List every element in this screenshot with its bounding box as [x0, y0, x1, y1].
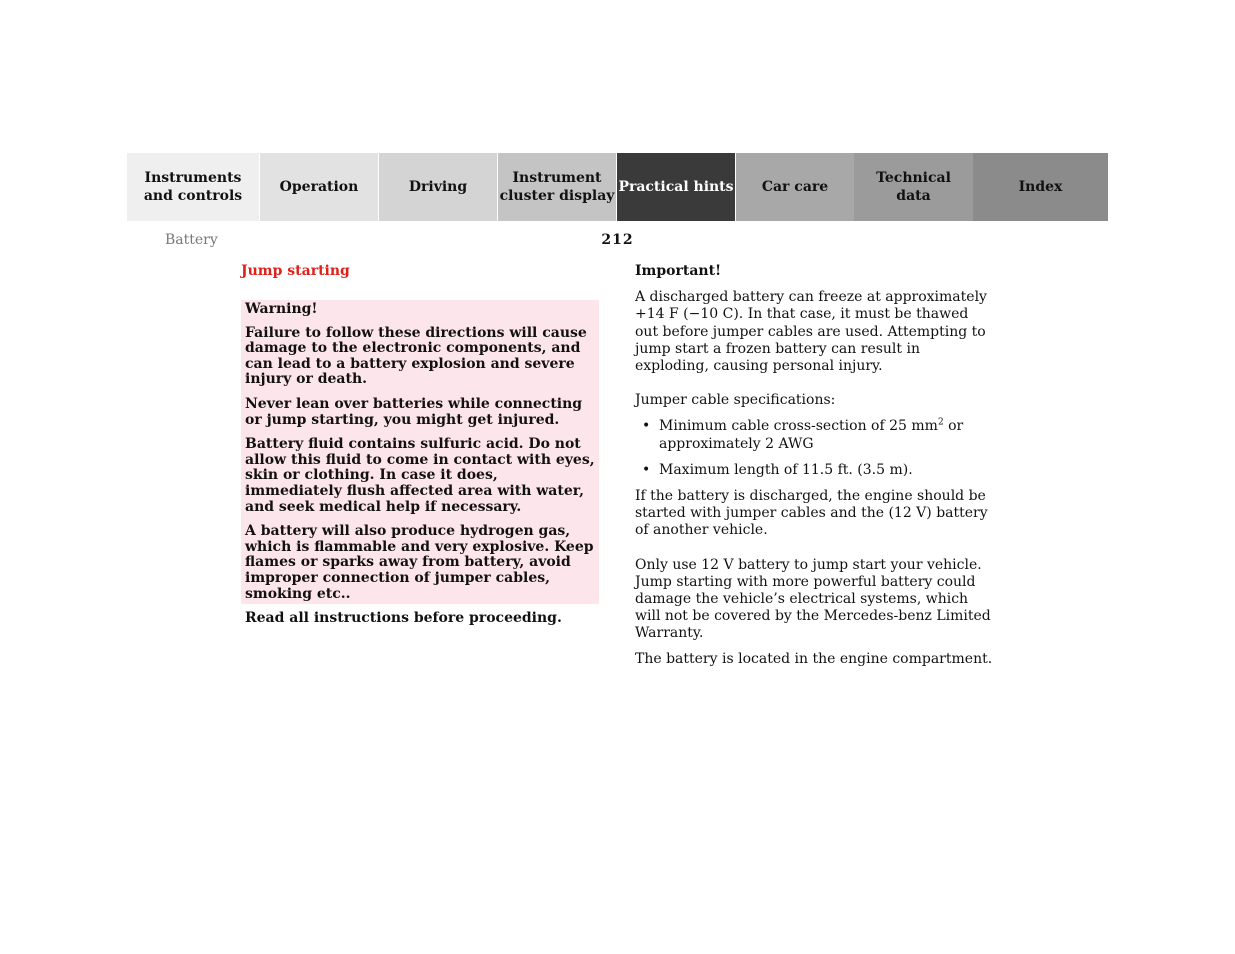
list-item-text: Minimum cable cross-section of 25 mm: [659, 418, 938, 435]
list-item: [635, 418, 995, 452]
tab-label: Technical data: [876, 170, 951, 204]
battery-location-note: The battery is located in the engine compartment.: [635, 650, 993, 667]
warning-title: Warning!: [245, 301, 318, 317]
cable-spec-list: [635, 418, 995, 479]
list-item: [635, 462, 995, 479]
tab-operation[interactable]: [259, 153, 378, 221]
tab-technical-data[interactable]: [854, 153, 973, 221]
freeze-note: A discharged battery can freeze at approximately +14 F (−10 C). In that case, it must be thawed out before jumper cables are used. Attempting to jump start a frozen battery can result in exploding, causing personal injury.: [635, 289, 987, 375]
tab-label: Operation: [279, 179, 359, 195]
page-number: 212: [601, 232, 634, 248]
important-title: Important!: [635, 263, 722, 279]
tab-practical-hints[interactable]: [616, 153, 735, 221]
tab-driving[interactable]: [378, 153, 497, 221]
warning-paragraph: Battery fluid contains sulfuric acid. Do not allow this fluid to come in contact with eyes, skin or clothing. In case it does, immediately flush affected area with water, and seek medical help if necessary.: [245, 436, 595, 515]
section-title: Battery: [165, 232, 218, 248]
tab-label: Instrument cluster display: [499, 170, 615, 204]
warning-paragraph: Never lean over batteries while connecting or jump starting, you might get injured.: [245, 395, 583, 428]
tab-label: Driving: [408, 179, 468, 195]
tab-label: Practical hints: [618, 179, 734, 195]
discharged-note: If the battery is discharged, the engine should be started with jumper cables and the (12 V) battery of another vehicle.: [635, 488, 988, 539]
superscript: 2: [937, 417, 944, 428]
tab-car-care[interactable]: [735, 153, 854, 221]
list-item-text: Maximum length of 11.5 ft. (3.5 m).: [659, 461, 913, 478]
right-column: [635, 263, 995, 668]
voltage-note: Only use 12 V battery to jump start your vehicle. Jump starting with more powerful battery could damage the vehicle’s electrical systems, which will not be covered by the Mercedes-benz Limited Warranty.: [635, 556, 991, 642]
tab-index[interactable]: [973, 153, 1108, 221]
warning-box: [241, 300, 599, 627]
warning-paragraph: A battery will also produce hydrogen gas, which is flammable and very explosive. Keep flames or sparks away from battery, avoid improper connection of jumper cables, smoking etc..: [245, 523, 594, 602]
page-heading: Jump starting: [241, 263, 350, 279]
warning-paragraph: Failure to follow these directions will cause damage to the electronic components, and can lead to a battery explosion and severe injury or death.: [245, 324, 587, 388]
tab-instruments-and-controls[interactable]: [127, 153, 259, 221]
chapter-nav: [127, 153, 1108, 221]
warning-paragraph: Read all instructions before proceeding.: [245, 610, 562, 627]
tab-instrument-cluster-display[interactable]: [497, 153, 616, 221]
list-item-text: or approximately 2 AWG: [659, 418, 964, 452]
tab-label: Instruments and controls: [143, 170, 243, 204]
tab-label: Car care: [761, 179, 829, 195]
tab-label: Index: [1018, 179, 1063, 195]
cable-spec-intro: Jumper cable specifications:: [635, 392, 836, 409]
